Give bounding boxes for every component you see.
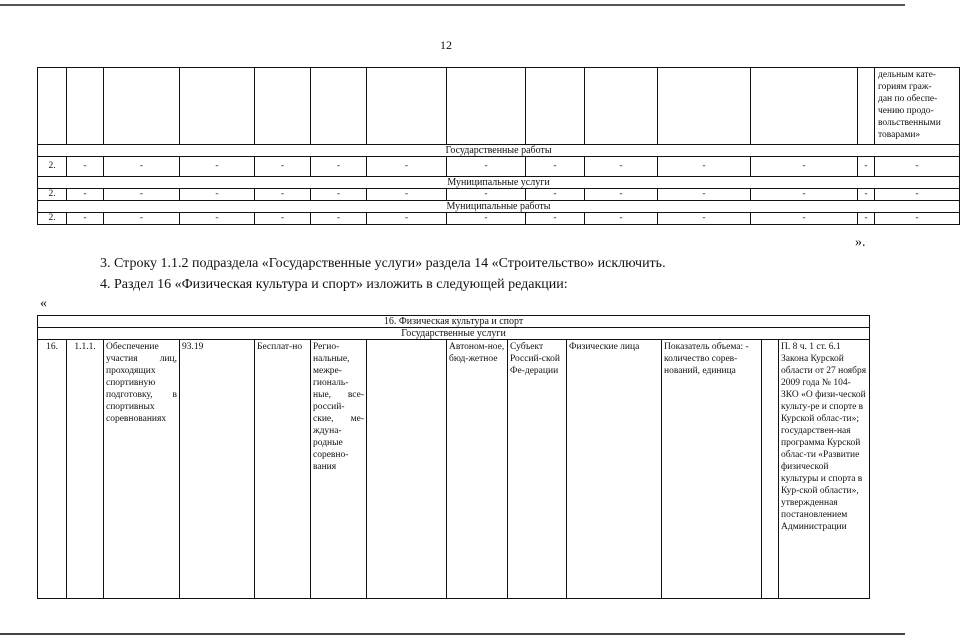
- table-cell: 2.: [38, 213, 67, 225]
- section-title-row: [38, 201, 960, 213]
- table-continuation: [37, 67, 960, 225]
- legal-basis: П. 8 ч. 1 ст. 6.1 Закона Курской области от 27 ноября 2009 года № 104-ЗКО «О физи-ческой культу-ре и спорте в Курской облас-ти»; государствен-ная программа Курской облас-ти «Развитие физической культуры и спорта в Кур-ской области», утвержденная постановлением Администрации: [779, 340, 870, 599]
- table-cell: -: [658, 189, 751, 201]
- table-cell: -: [67, 213, 104, 225]
- table-row: [38, 213, 960, 225]
- table-section-16: [37, 315, 870, 599]
- table-row: [38, 68, 960, 145]
- section-title-row: [38, 316, 870, 328]
- section-title: Муниципальные услуги: [38, 177, 960, 189]
- table-cell: 2.: [38, 157, 67, 177]
- institution-type: Автоном-ное, бюд-жетное: [447, 340, 508, 599]
- table-cell: -: [447, 213, 526, 225]
- table-cell: -: [658, 157, 751, 177]
- table-cell: -: [526, 157, 585, 177]
- table-cell: -: [875, 213, 960, 225]
- row-code: 1.1.1.: [67, 340, 104, 599]
- table-cell: -: [751, 189, 858, 201]
- table-cell: -: [104, 189, 180, 201]
- table-cell: -: [751, 157, 858, 177]
- section-title-row: [38, 177, 960, 189]
- table-cell: -: [526, 189, 585, 201]
- table-cell: -: [858, 213, 875, 225]
- table-cell: -: [367, 157, 447, 177]
- continuation-cell: дельным кате- гориям граж- дан по обеспе- чению продо- вольственными товарами»: [875, 68, 960, 145]
- table-cell: -: [751, 213, 858, 225]
- consumers: Физические лица: [567, 340, 662, 599]
- empty-cell: [367, 340, 447, 599]
- competition-level: Регио-нальные, межре-гиональ-ные, все-россий-ские, ме-ждуна-родные соревно-вания: [311, 340, 367, 599]
- table-cell: -: [104, 157, 180, 177]
- table-cell: -: [311, 157, 367, 177]
- payment-type: Бесплат-но: [255, 340, 311, 599]
- closing-quote: ».: [855, 235, 866, 250]
- service-name: Обеспечение участия лиц, проходящих спортивную подготовку, в спортивных соревнованиях: [104, 340, 180, 599]
- opening-quote: «: [40, 296, 47, 311]
- subsection-title: Государственные услуги: [38, 328, 870, 340]
- table-cell: -: [585, 213, 658, 225]
- table-cell: -: [255, 189, 311, 201]
- table-cell: -: [180, 157, 255, 177]
- founder: Субъект Россий-ской Фе-дерации: [508, 340, 567, 599]
- table-cell: -: [447, 189, 526, 201]
- table-cell: -: [180, 213, 255, 225]
- table-cell: -: [255, 213, 311, 225]
- table-cell: -: [67, 189, 104, 201]
- table-cell: -: [367, 213, 447, 225]
- table-row: [38, 157, 960, 177]
- paragraph-4: 4. Раздел 16 «Физическая культура и спорт» изложить в следующей редакции:: [100, 277, 568, 292]
- table-cell: -: [180, 189, 255, 201]
- okved-code: 93.19: [180, 340, 255, 599]
- table-cell: -: [658, 213, 751, 225]
- section-title: 16. Физическая культура и спорт: [38, 316, 870, 328]
- table-cell: -: [858, 157, 875, 177]
- page-number: 12: [440, 38, 452, 52]
- table-cell: -: [104, 213, 180, 225]
- subsection-title-row: [38, 328, 870, 340]
- empty-cell: [762, 340, 779, 599]
- table-row: [38, 340, 870, 599]
- section-title-row: [38, 145, 960, 157]
- indicator: Показатель объема: - количество сорев-нований, единица: [662, 340, 762, 599]
- table-cell: -: [311, 213, 367, 225]
- table-cell: -: [311, 189, 367, 201]
- scan-border-top: [0, 4, 905, 6]
- table-cell: -: [585, 157, 658, 177]
- row-number: 16.: [38, 340, 67, 599]
- section-title: Государственные работы: [38, 145, 960, 157]
- table-cell: -: [67, 157, 104, 177]
- table-cell: -: [858, 189, 875, 201]
- table-row: [38, 189, 960, 201]
- table-cell: -: [875, 189, 960, 201]
- table-cell: -: [875, 157, 960, 177]
- paragraph-3: 3. Строку 1.1.2 подраздела «Государственные услуги» раздела 14 «Строительство» исключить.: [100, 256, 666, 271]
- table-cell: -: [447, 157, 526, 177]
- table-cell: -: [585, 189, 658, 201]
- table-cell: -: [526, 213, 585, 225]
- scan-border-bottom: [0, 633, 905, 635]
- table-cell: 2.: [38, 189, 67, 201]
- table-cell: -: [367, 189, 447, 201]
- table-cell: -: [255, 157, 311, 177]
- section-title: Муниципальные работы: [38, 201, 960, 213]
